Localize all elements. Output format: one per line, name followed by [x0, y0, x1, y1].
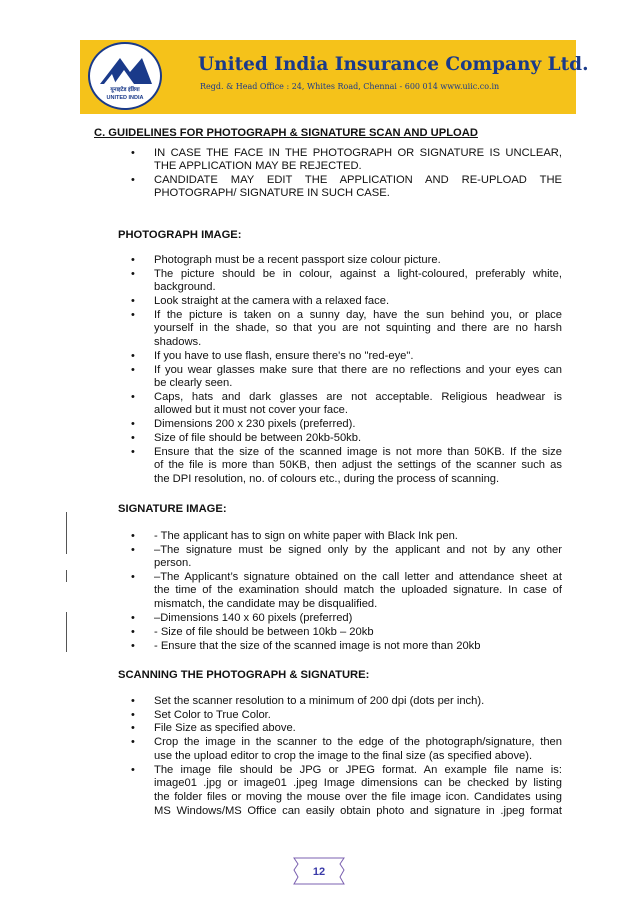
scanning-item-line: image01 .jpg or image01 .jpeg Image dimensions can be checked by listing	[154, 777, 562, 789]
photo-item-line: If the picture is taken on a sunny day, have the sun behind you, or place	[154, 309, 562, 321]
intro-line: THE APPLICATION MAY BE REJECTED.	[154, 160, 362, 172]
signature-item-line: the time of the examination should match the uploaded signature. In case of	[154, 584, 562, 596]
scanning-heading: SCANNING THE PHOTOGRAPH & SIGNATURE:	[118, 669, 370, 681]
bullet-icon: •	[131, 309, 135, 321]
photo-item-line: If you wear glasses make sure that there are no reflections and your eyes can	[154, 364, 562, 376]
scanning-item-line: Set the scanner resolution to a minimum of 200 dpi (dots per inch).	[154, 695, 485, 707]
bullet-icon: •	[131, 736, 135, 748]
photo-item-line: If you have to use flash, ensure there's no "red-eye".	[154, 350, 414, 362]
bullet-icon: •	[131, 722, 135, 734]
photo-item-line: the DPI resolution, no. of colours etc., during the process of scanning.	[154, 473, 500, 485]
scanning-item-line: The image file should be JPG or JPEG format. An example file name is:	[154, 764, 562, 776]
photograph-heading: PHOTOGRAPH IMAGE:	[118, 229, 242, 241]
bullet-icon: •	[131, 764, 135, 776]
photo-item-line: Dimensions 200 x 230 pixels (preferred).	[154, 418, 356, 430]
bullet-icon: •	[131, 640, 135, 652]
bullet-icon: •	[131, 391, 135, 403]
bullet-icon: •	[131, 695, 135, 707]
photo-item-line: Look straight at the camera with a relaxed face.	[154, 295, 390, 307]
bullet-icon: •	[131, 418, 135, 430]
photo-item-line: Ensure that the size of the scanned image is not more than 50KB. If the size	[154, 446, 562, 458]
page-number-badge	[293, 857, 345, 885]
company-name: United India Insurance Company Ltd.	[198, 54, 589, 75]
photo-item-line: Caps, hats and dark glasses are not acceptable. Religious headwear is	[154, 391, 562, 403]
logo-caption-english: UNITED INDIA	[106, 95, 144, 101]
scanning-item-line: Crop the image in the scanner to the edge of the photograph/signature, then	[154, 736, 562, 748]
intro-line: IN CASE THE FACE IN THE PHOTOGRAPH OR SIGNATURE IS UNCLEAR,	[154, 147, 562, 159]
bullet-icon: •	[131, 544, 135, 556]
page-number: 12	[312, 866, 326, 878]
bullet-icon: •	[131, 709, 135, 721]
photo-item-line: Photograph must be a recent passport size colour picture.	[154, 254, 441, 266]
bullet-icon: •	[131, 295, 135, 307]
change-bar	[66, 570, 67, 582]
signature-item-line: person.	[154, 557, 192, 569]
logo-caption-hindi: यूनाइटेड इंडिया	[110, 87, 140, 93]
signature-item-line: - Size of file should be between 10kb – 20kb	[154, 626, 374, 638]
photo-item-line: The picture should be in colour, against a light-coloured, preferably white,	[154, 268, 562, 280]
scanning-item-line: Set Color to True Color.	[154, 709, 271, 721]
bullet-icon: •	[131, 268, 135, 280]
office-address: Regd. & Head Office : 24, Whites Road, Chennai - 600 014 www.uiic.co.in	[200, 82, 500, 91]
bullet-icon: •	[131, 530, 135, 542]
company-logo	[88, 42, 162, 110]
page-badge-frame-icon	[293, 857, 345, 885]
signature-item-line: - The applicant has to sign on white paper with Black Ink pen.	[154, 530, 458, 542]
scanning-item-line: File Size as specified above.	[154, 722, 296, 734]
scanning-item-line: MS Windows/MS Office can easily obtain photo and signature in .jpeg format	[154, 805, 562, 817]
scanning-item-line: use the upload editor to crop the image to the final size (as specified above).	[154, 750, 533, 762]
bullet-icon: •	[131, 147, 135, 159]
signature-heading: SIGNATURE IMAGE:	[118, 503, 227, 515]
intro-line: CANDIDATE MAY EDIT THE APPLICATION AND RE-UPLOAD THE	[154, 174, 562, 186]
bullet-icon: •	[131, 446, 135, 458]
photo-item-line: Size of file should be between 20kb-50kb.	[154, 432, 362, 444]
bullet-icon: •	[131, 571, 135, 583]
signature-item-line: –Dimensions 140 x 60 pixels (preferred)	[154, 612, 353, 624]
signature-item-line: –The Applicant’s signature obtained on the call letter and attendance sheet at	[154, 571, 562, 583]
signature-item-line: mismatch, the candidate may be disqualified.	[154, 598, 378, 610]
photo-item-line: background.	[154, 281, 216, 293]
bullet-icon: •	[131, 350, 135, 362]
change-bar	[66, 612, 67, 652]
photo-item-line: yourself in the shade, so that you are not squinting and there are no harsh	[154, 322, 562, 334]
scanning-item-line: the folder files or moving the mouse over the file image icon. Candidates using	[154, 791, 562, 803]
bullet-icon: •	[131, 432, 135, 444]
bullet-icon: •	[131, 254, 135, 266]
photo-item-line: allowed but it must not cover your face.	[154, 404, 349, 416]
bullet-icon: •	[131, 626, 135, 638]
bullet-icon: •	[131, 174, 135, 186]
header-banner	[80, 40, 589, 114]
change-bar	[66, 512, 67, 554]
photo-item-line: shadows.	[154, 336, 202, 348]
photo-item-line: of the file is more than 50KB, then adjust the settings of the scanner such as	[154, 459, 562, 471]
bullet-icon: •	[131, 364, 135, 376]
photo-item-line: be clearly seen.	[154, 377, 233, 389]
bullet-icon: •	[131, 612, 135, 624]
signature-item-line: –The signature must be signed only by the applicant and not by any other	[154, 544, 562, 556]
section-title: C. GUIDELINES FOR PHOTOGRAPH & SIGNATURE SCAN AND UPLOAD	[94, 127, 478, 139]
signature-item-line: - Ensure that the size of the scanned image is not more than 20kb	[154, 640, 481, 652]
intro-line: PHOTOGRAPH/ SIGNATURE IN SUCH CASE.	[154, 187, 390, 199]
